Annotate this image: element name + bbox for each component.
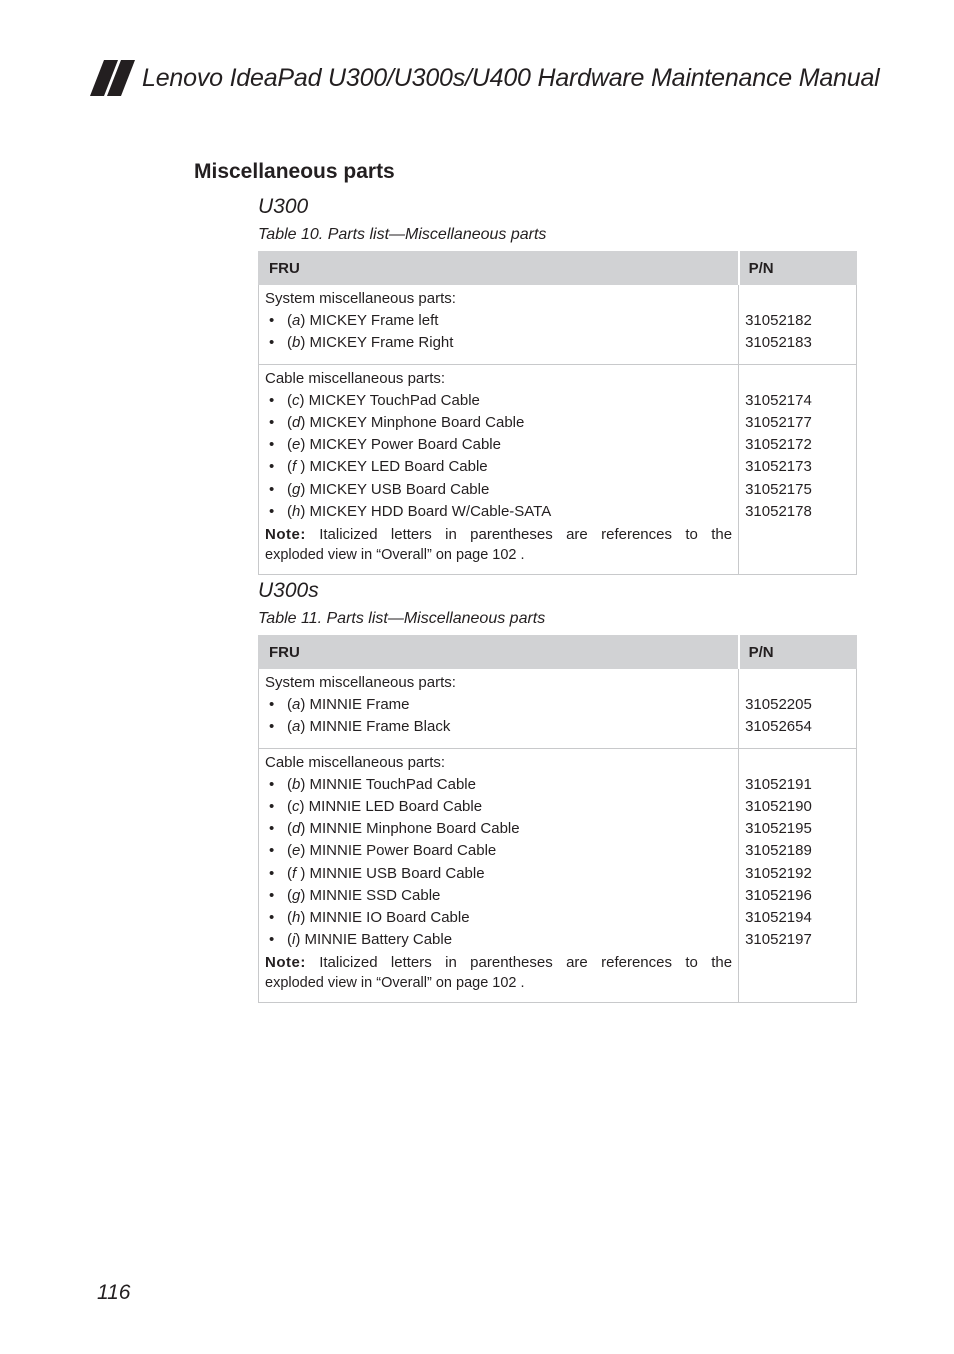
double-slash-icon — [90, 60, 136, 96]
list-item: • (b) MINNIE TouchPad Cable — [269, 775, 476, 793]
list-item: • (a) MINNIE Frame — [269, 696, 410, 714]
part-number: 31052194 — [745, 909, 812, 927]
table-note — [265, 951, 732, 993]
note-label: Note: — [265, 526, 306, 544]
manual-title: Lenovo IdeaPad U300/U300s/U400 Hardware Maintenance Manual — [142, 63, 880, 92]
table-row — [259, 285, 857, 365]
part-number: 31052196 — [745, 886, 812, 904]
group-label: System miscellaneous parts: — [265, 674, 456, 691]
column-header-fru: FRU — [259, 636, 739, 669]
part-number: 31052197 — [745, 931, 812, 949]
group-label: Cable miscellaneous parts: — [265, 369, 446, 387]
table-caption: Table 10. Parts list—Miscellaneous parts — [258, 226, 547, 243]
part-number: 31052182 — [745, 312, 812, 330]
list-item: • (f ) MINNIE USB Board Cable — [269, 864, 485, 882]
note-text: exploded view in “Overall” on page 102 . — [265, 547, 525, 564]
part-number: 31052191 — [745, 775, 812, 793]
parts-table — [258, 635, 857, 1003]
column-header-pn: P/N — [739, 636, 857, 669]
part-number: 31052189 — [745, 842, 812, 860]
list-item: • (d) MINNIE Minphone Board Cable — [269, 820, 520, 838]
part-number: 31052183 — [745, 334, 812, 352]
pn-cell — [739, 748, 857, 1003]
fru-cell — [259, 285, 739, 365]
group-label: Cable miscellaneous parts: — [265, 753, 446, 771]
table-header-row — [259, 252, 857, 285]
list-item: • (a) MINNIE Frame Black — [269, 718, 451, 736]
table-row — [259, 669, 857, 749]
table-caption: Table 11. Parts list—Miscellaneous parts — [258, 610, 546, 627]
list-item: • (c) MICKEY TouchPad Cable — [269, 391, 480, 409]
part-number: 31052175 — [745, 480, 812, 498]
group-label: System miscellaneous parts: — [265, 290, 456, 307]
column-header-fru: FRU — [259, 252, 739, 285]
parts-block-u300 — [258, 193, 857, 575]
column-header-pn: P/N — [739, 252, 857, 285]
table-row — [259, 748, 857, 1003]
page-number: 116 — [97, 1281, 131, 1304]
list-item: • (a) MICKEY Frame left — [269, 312, 439, 330]
table-row — [259, 364, 857, 574]
fru-cell — [259, 748, 739, 1003]
part-number: 31052173 — [745, 458, 812, 476]
list-item: • (e) MICKEY Power Board Cable — [269, 436, 501, 454]
parts-block-u300s — [258, 577, 857, 1003]
section-title: Miscellaneous parts — [194, 160, 395, 183]
list-item: • (h) MINNIE IO Board Cable — [269, 909, 470, 927]
part-number: 31052174 — [745, 391, 812, 409]
part-number: 31052178 — [745, 502, 812, 520]
part-number: 31052205 — [745, 696, 812, 714]
note-text: Italicized letters in parentheses are references to the — [319, 526, 733, 544]
fru-cell — [259, 669, 739, 749]
model-heading: U300s — [258, 579, 319, 602]
table-note — [265, 523, 732, 565]
note-text: Italicized letters in parentheses are references to the — [319, 954, 733, 972]
pn-cell — [739, 285, 857, 365]
pn-cell — [739, 669, 857, 749]
parts-table — [258, 251, 857, 575]
part-number: 31052177 — [745, 414, 812, 431]
fru-cell — [259, 364, 739, 574]
part-number: 31052172 — [745, 436, 812, 454]
table-header-row — [259, 636, 857, 669]
note-label: Note: — [265, 954, 306, 972]
part-number: 31052190 — [745, 798, 812, 815]
part-number: 31052654 — [745, 718, 812, 736]
note-text: exploded view in “Overall” on page 102 . — [265, 975, 525, 992]
list-item: • (f ) MICKEY LED Board Cable — [269, 458, 488, 476]
list-item: • (e) MINNIE Power Board Cable — [269, 842, 497, 860]
list-item: • (c) MINNIE LED Board Cable — [269, 798, 483, 816]
part-number: 31052192 — [745, 864, 812, 882]
pn-cell — [739, 364, 857, 574]
list-item: • (g) MINNIE SSD Cable — [269, 886, 441, 904]
list-item: • (h) MICKEY HDD Board W/Cable-SATA — [269, 502, 552, 520]
model-heading: U300 — [258, 195, 309, 218]
part-number: 31052195 — [745, 820, 812, 838]
list-item: • (b) MICKEY Frame Right — [269, 334, 454, 352]
list-item: • (d) MICKEY Minphone Board Cable — [269, 414, 525, 432]
list-item: • (g) MICKEY USB Board Cable — [269, 480, 490, 498]
list-item: • (i) MINNIE Battery Cable — [269, 931, 453, 949]
page-header — [90, 58, 880, 98]
